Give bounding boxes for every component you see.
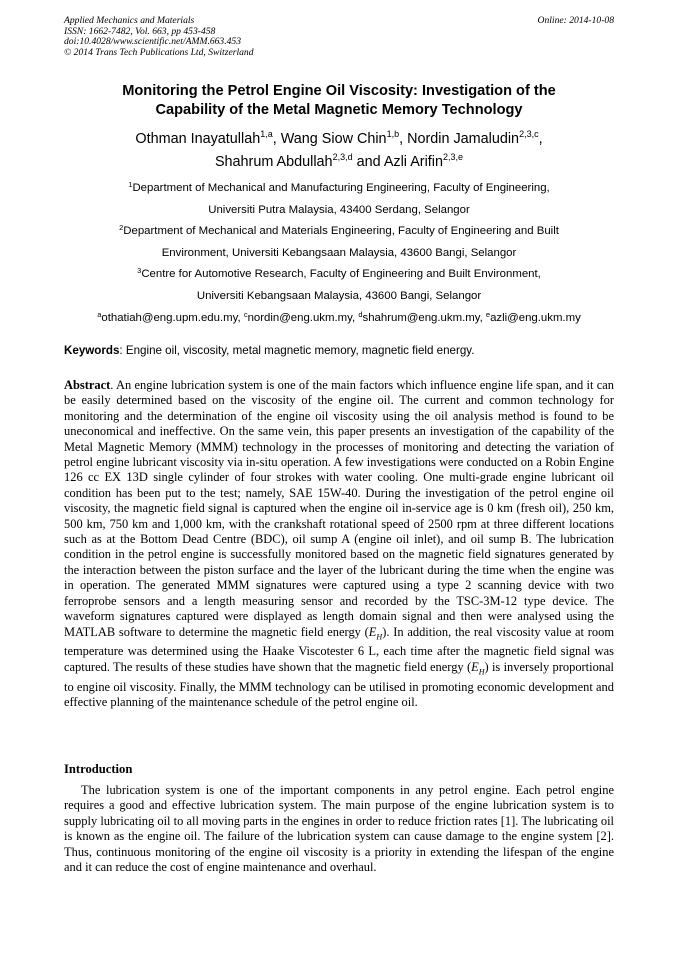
email-mark: e (485, 309, 491, 319)
author-name: Othman Inayatullah (135, 131, 261, 147)
affiliation-line (40, 221, 638, 243)
online-date: Online: 2014-10-08 (537, 15, 614, 26)
affiliation-number: 3 (137, 266, 142, 276)
keywords-label: Keywords (64, 344, 120, 357)
energy-symbol (471, 659, 485, 677)
author-list (50, 128, 628, 174)
affiliation-text: Department of Mechanical and Materials Engineering, Faculty of Engineering and Built (123, 225, 559, 238)
abstract-text: ) is inversely proportional to engine oil viscosity. Finally, the MMM technology can be utilised in promoting economic development and effective planning of the maintenance schedule of the petrol engine oil. (64, 659, 614, 710)
affiliation-line: Universiti Kebangsaan Malaysia, 43600 Bangi, Selangor (196, 289, 482, 302)
paper-title (70, 82, 608, 120)
keywords-section (64, 343, 614, 358)
energy-symbol-subscript: H (478, 667, 485, 677)
energy-symbol-letter: E (368, 624, 377, 639)
abstract-section (64, 378, 614, 711)
keywords-text: : Engine oil, viscosity, metal magnetic memory, magnetic field energy. (119, 344, 475, 357)
affiliation-line: Environment, Universiti Kebangsaan Malaysia, 43600 Bangi, Selangor (161, 246, 517, 259)
author-affiliation-mark: 2,3,e (443, 152, 464, 162)
author-name: Nordin Jamaludin (407, 131, 520, 147)
affiliation-line (40, 264, 638, 286)
energy-symbol-subscript: H (376, 631, 383, 641)
email-link[interactable]: azli@eng.ukm.my (490, 311, 581, 324)
email-link[interactable]: shahrum@eng.ukm.my (362, 311, 480, 324)
email-separator: , (479, 311, 486, 324)
author-separator: , (272, 131, 281, 147)
email-mark: d (358, 309, 363, 319)
email-mark: a (97, 309, 102, 319)
affiliation-line: Universiti Putra Malaysia, 43400 Serdang, Selangor (208, 203, 470, 216)
author-name: Shahrum Abdullah (214, 154, 333, 170)
affiliation-line (40, 178, 638, 200)
doi-link[interactable]: doi:10.4028/www.scientific.net/AMM.663.453 (64, 36, 242, 48)
author-name: Wang Siow Chin (280, 131, 387, 147)
abstract-text: . An engine lubrication system is one of the main factors which influence engine life span, and it can be easily determined based on the viscosity of the engine oil. The current and common technology for monitoring and the determination of the engine oil viscosity using the oil analysis method is found to be uneconomical and ineffective. On the same vein, this paper presents an investigation of the capability of the Metal Magnetic Memory (MMM) technology in the processes of monitoring and detecting the variation of petrol engine lubricant viscosity via in-situ operation. A few investigations were conducted on a Robin Engine 126 cc EX 13D single cylinder of four strokes with water cooling. One multi-grade engine lubricant oil condition has been put to the test; namely, SAE 15W-40. During the investigation of the petrol engine oil viscosity, the magnetic field signal is captured when the engine oil in-service age is 0 km (fresh oil), 250 km, 500 km, 750 km and 1,000 km, with the crankshaft rotational speed of 2500 rpm at three different locations such as at the Bottom Dead Centre (BDC), oil sump A (engine oil inlet), and oil sump B. The lubrication condition in the petrol engine is successfully monitored based on the magnetic field signatures generated by the interaction between the piston surface and the layer of the lubricant during the time when the engine was in operation. The generated MMM signatures were captured using a type 2 scanning device with two ferroprobe sensors and a length measuring sensor and recorded by the TSC-3M-12 type device. The waveform signatures captured were displayed as length domain signal and then were analysed using the MATLAB software to determine the magnetic field energy ( (64, 378, 614, 639)
author-separator: and (352, 154, 384, 170)
email-line (40, 308, 638, 330)
affiliation-text: Centre for Automotive Research, Faculty of Engineering and Built Environment, (141, 268, 541, 281)
section-heading: Introduction (64, 762, 133, 776)
author-separator: , (538, 131, 543, 147)
author-affiliation-mark: 2,3,d (332, 152, 353, 162)
affiliation-number: 1 (128, 180, 133, 189)
email-link[interactable]: othatiah@eng.upm.edu.my (101, 311, 238, 324)
author-affiliation-mark: 1,b (386, 129, 400, 139)
title-line: Capability of the Metal Magnetic Memory Technology (155, 102, 523, 118)
issn-info: ISSN: 1662-7482, Vol. 663, pp 453-458 (64, 25, 216, 37)
email-link[interactable]: nordin@eng.ukm.my (247, 311, 352, 324)
copyright-notice: © 2014 Trans Tech Publications Ltd, Switzerland (64, 46, 254, 58)
abstract-label: Abstract (64, 378, 111, 392)
email-separator: , (351, 311, 359, 324)
affiliation-text: Department of Mechanical and Manufacturing Engineering, Faculty of Engineering, (132, 182, 550, 194)
author-line (50, 128, 628, 151)
abstract-text: ). In addition, the real viscosity value at room temperature was determined using the Haake Viscotester 6 L, each time after the magnetic field signal was captured. The results of these studies have shown that the magnetic field energy ( (64, 624, 614, 674)
energy-symbol (369, 625, 382, 639)
affiliation-number: 2 (119, 223, 124, 233)
author-name: Azli Arifin (383, 154, 443, 170)
email-mark: c (243, 309, 248, 319)
journal-name: Applied Mechanics and Materials (64, 15, 195, 26)
title-line: Monitoring the Petrol Engine Oil Viscosity: Investigation of the (122, 83, 556, 99)
author-separator: , (399, 131, 408, 147)
introduction-paragraph: The lubrication system is one of the important components in any petrol engine. Each petrol engine requires a good and effective lubrication system. The main purpose of the engine lubrication system is to supply lubricating oil to all moving parts in the engines in order to reduce friction rates [1]. The lubricating oil is known as the engine oil. The failure of the lubrication system can cause damage to the engine system [2]. Thus, continuous monitoring of the engine oil viscosity is a priority in extending the lifespan of the engine and it can reduce the cost of engine maintenance and overhaul. (64, 783, 614, 875)
author-affiliation-mark: 1,a (260, 129, 273, 139)
email-separator: , (237, 311, 244, 324)
affiliation-list (40, 178, 638, 329)
author-line (50, 151, 628, 174)
author-affiliation-mark: 2,3,c (519, 129, 539, 139)
energy-symbol-letter: E (471, 659, 479, 674)
journal-header (64, 16, 614, 58)
